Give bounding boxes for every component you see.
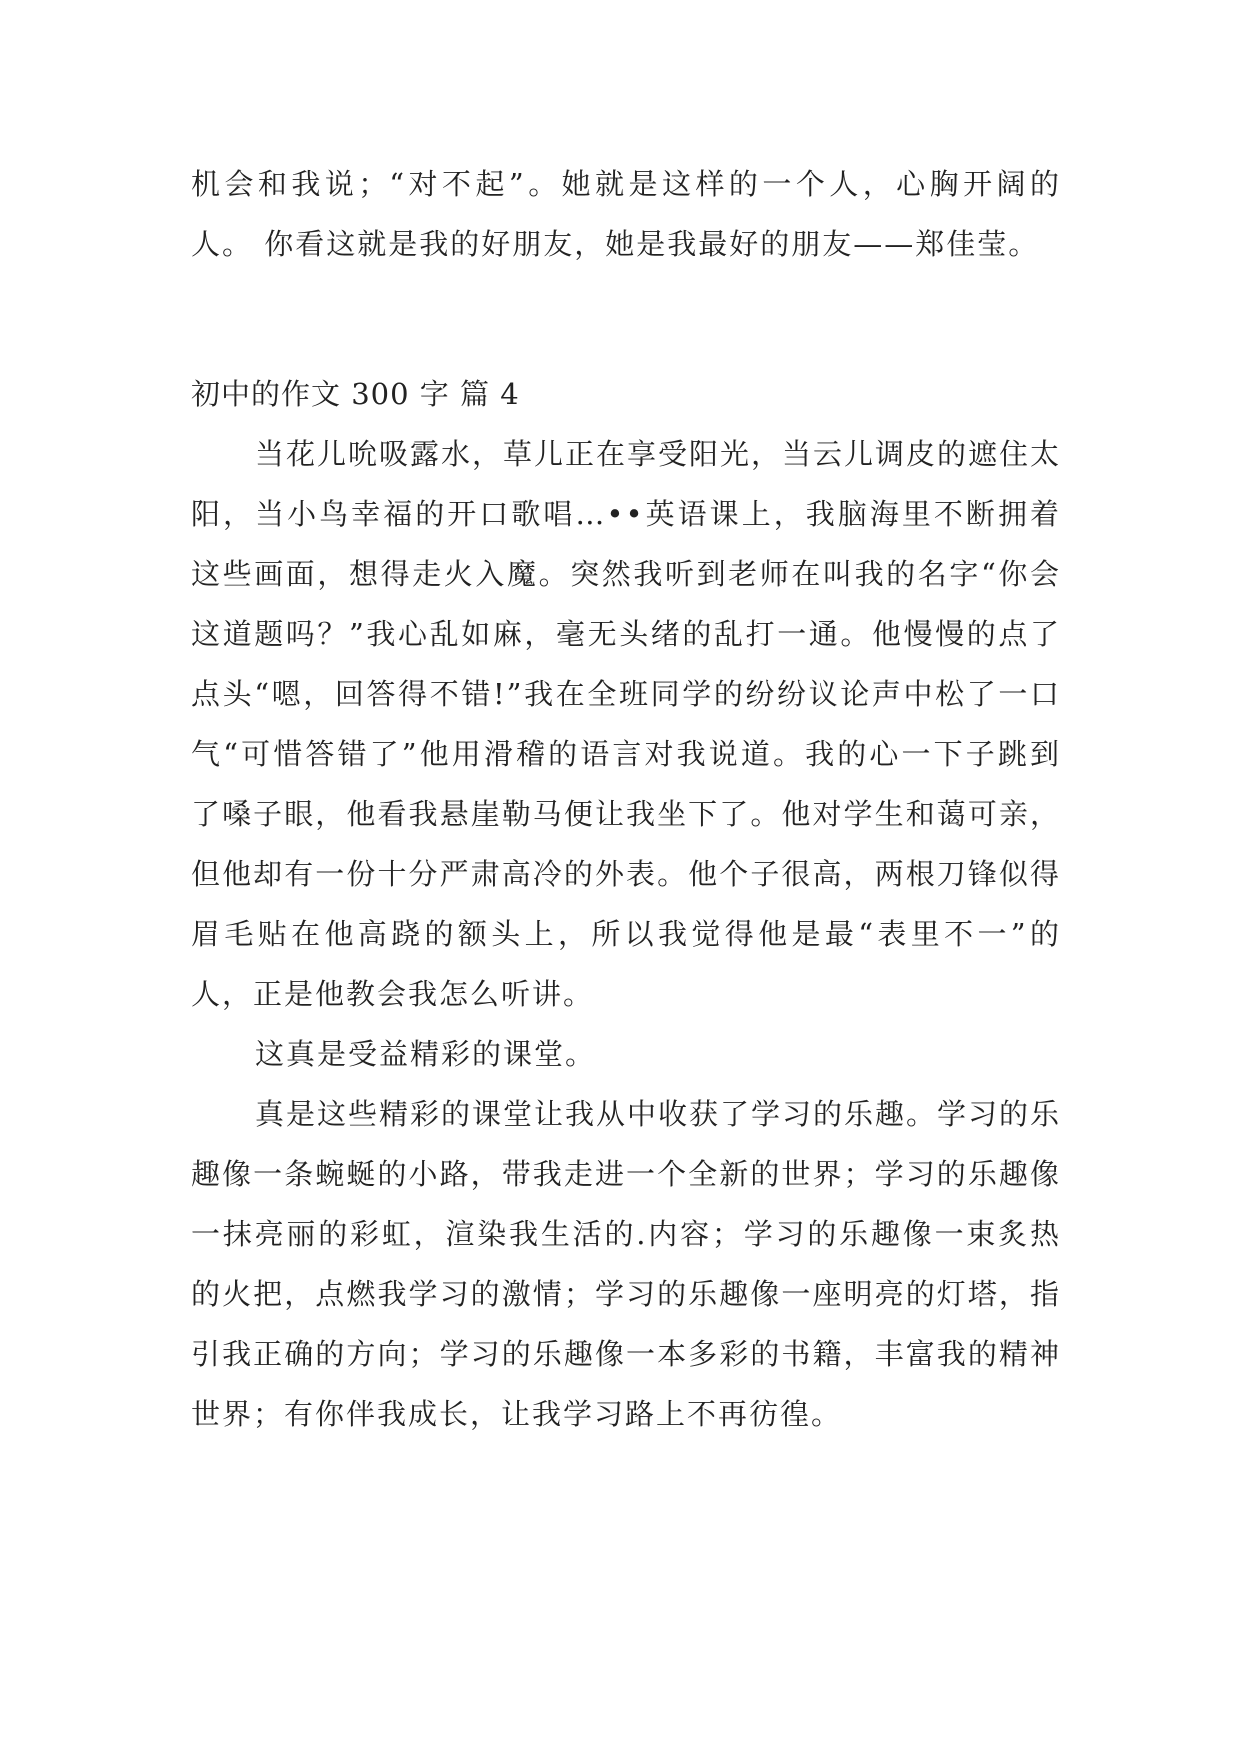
intro-paragraph: 机会和我说；“对不起”。她就是这样的一个人，心胸开阔的人。 你看这就是我的好朋友，她是我最好的朋友——郑佳莹。 <box>191 167 1061 261</box>
section-spacer <box>191 274 1061 364</box>
body-paragraph-2: 这真是受益精彩的课堂。 <box>255 1037 597 1071</box>
section-heading: 初中的作文 300 字 篇 4 <box>191 377 520 411</box>
document-body <box>191 154 1061 1444</box>
body-paragraph-3: 真是这些精彩的课堂让我从中收获了学习的乐趣。学习的乐趣像一条蜿蜒的小路，带我走进一个全新的世界；学习的乐趣像一抹亮丽的彩虹，渲染我生活的.内容；学习的乐趣像一束炙热的火把，点燃我学习的激情；学习的乐趣像一座明亮的灯塔，指引我正确的方向；学习的乐趣像一本多彩的书籍，丰富我的精神世界；有你伴我成长，让我学习路上不再彷徨。 <box>191 1097 1062 1431</box>
body-paragraph-1: 当花儿吮吸露水，草儿正在享受阳光，当云儿调皮的遮住太阳，当小鸟幸福的开口歌唱…••英语课上，我脑海里不断拥着这些画面，想得走火入魔。突然我听到老师在叫我的名字“你会这道题吗？”我心乱如麻，毫无头绪的乱打一通。他慢慢的点了点头“嗯，回答得不错!”我在全班同学的纷纷议论声中松了一口气“可惜答错了”他用滑稽的语言对我说道。我的心一下子跳到了嗓子眼，他看我悬崖勒马便让我坐下了。他对学生和蔼可亲，但他却有一份十分严肃高冷的外表。他个子很高，两根刀锋似得眉毛贴在他高跷的额头上，所以我觉得他是最“表里不一”的人，正是他教会我怎么听讲。 <box>191 437 1062 1011</box>
